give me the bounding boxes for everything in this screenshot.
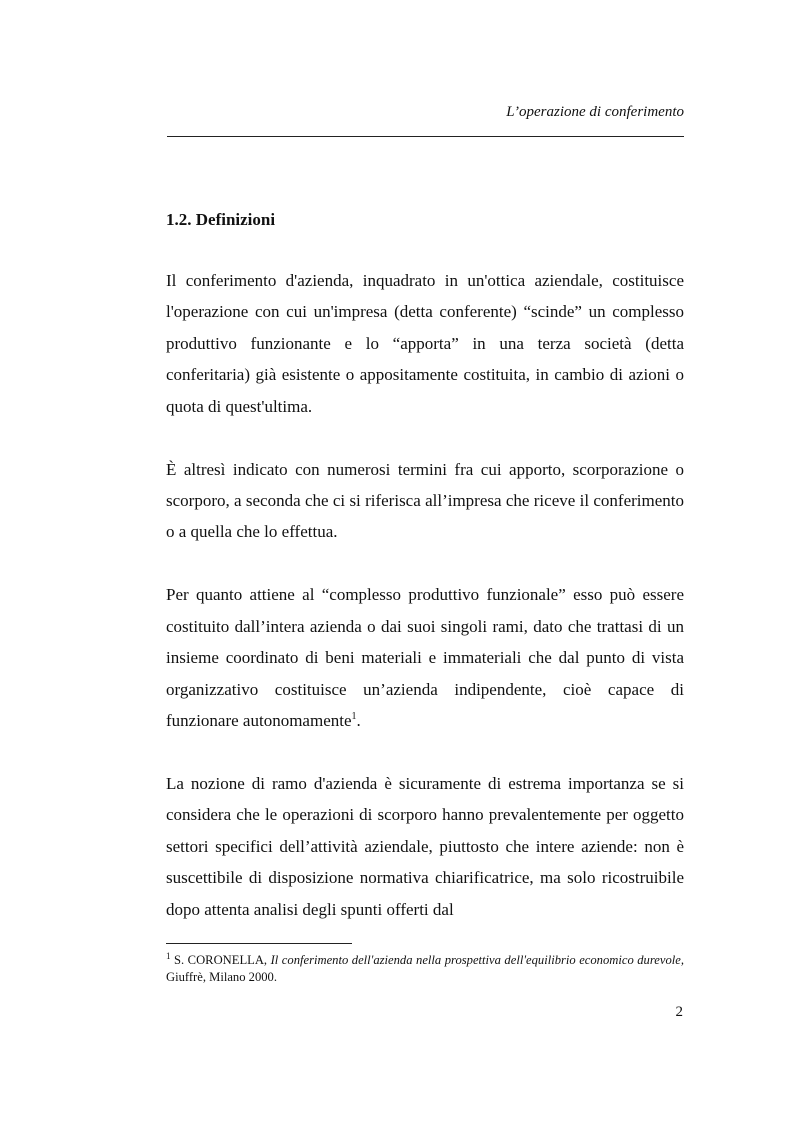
paragraph-3-end: . [356,711,361,731]
paragraph-3 [166,579,684,736]
section-title: 1.2. Definizioni [166,210,276,229]
footnote-title: Il conferimento dell'azienda nella prospettiva dell'equilibrio economico durevole, [270,953,684,967]
paragraph-3-text: Per quanto attiene al “complesso produttivo funzionale” esso può essere costituito dall’intera azienda o dai suoi singoli rami, dato che trattasi di un insieme coordinato di beni materiali e immateriali che dal punto di vista organizzativo costituisce un’azienda indipendente, cioè capace di funzionare autonomamente [166,585,684,731]
footnote-rule [166,943,352,944]
footnote-author: S. CORONELLA, [174,953,268,967]
footnote-publisher: Giuffrè, Milano 2000. [166,970,277,984]
footnote-reference[interactable]: 1 [351,711,357,723]
body-text [166,265,684,925]
paragraph-4: La nozione di ramo d'azienda è sicuramente di estrema importanza se si considera che le operazioni di scorporo hanno prevalentemente per oggetto settori specifici dell’attività aziendale, piuttosto che intere aziende: non è suscettibile di disposizione normativa chiarificatrice, ma solo ricostruibile dopo attenta analisi degli spunti offerti dal [166,774,684,919]
paragraph-1: Il conferimento d'azienda, inquadrato in un'ottica aziendale, costituisce l'operazione con cui un'impresa (detta conferente) “scinde” un complesso produttivo funzionante e lo “apporta” in una terza società (detta conferitaria) già esistente o appositamente costituita, in cambio di azioni o quota di quest'ultima. [166,271,684,416]
header-rule [167,136,684,137]
running-header: L’operazione di conferimento [506,104,684,120]
footnote [166,952,684,986]
page-number: 2 [675,1004,683,1020]
footnote-marker: 1 [166,951,171,961]
paragraph-2: È altresì indicato con numerosi termini fra cui apporto, scorporazione o scorporo, a seconda che ci si riferisca all’impresa che riceve il conferimento o a quella che lo effettua. [166,459,684,542]
